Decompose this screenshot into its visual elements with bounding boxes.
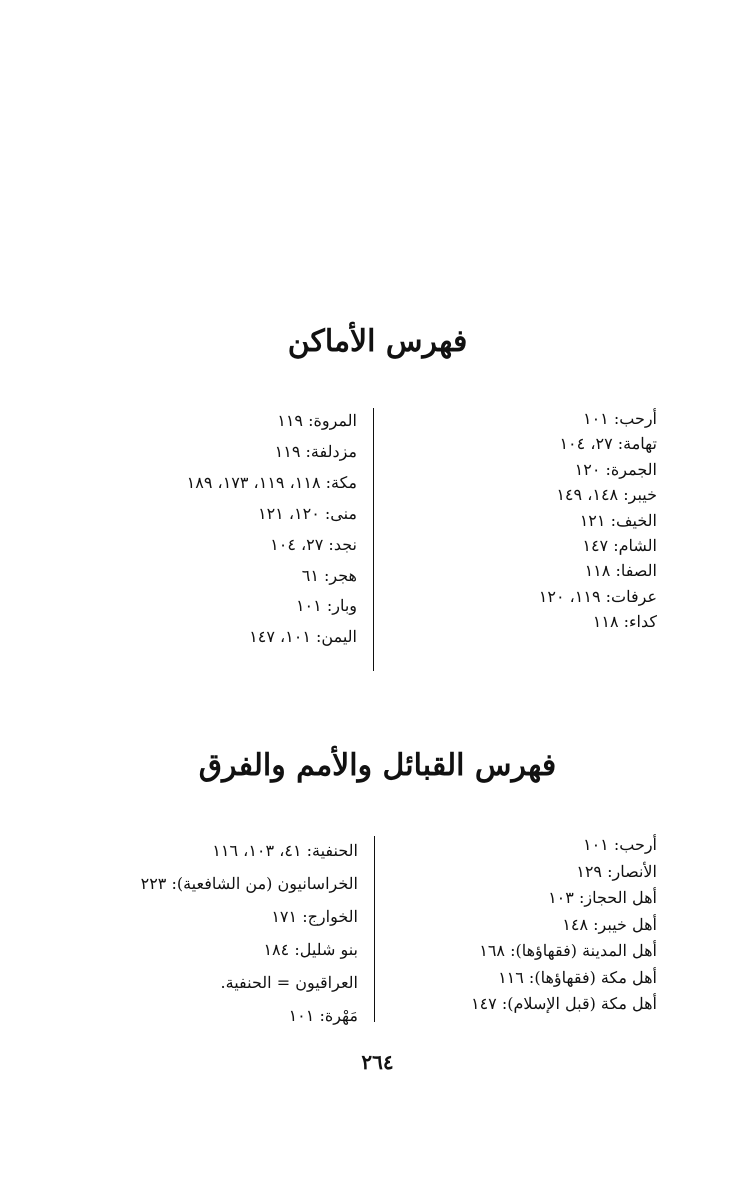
- index-entry: أرحب: ١٠١: [582, 835, 657, 854]
- index-entry: اليمن: ١٠١، ١٤٧: [249, 627, 357, 647]
- index-entry: أهل خيبر: ١٤٨: [562, 914, 657, 934]
- index-entry: منى: ١٢٠، ١٢١: [257, 503, 357, 523]
- index-entry: عرفات: ١١٩، ١٢٠: [538, 586, 657, 606]
- index-entry: تهامة: ٢٧، ١٠٤: [559, 434, 657, 454]
- index-entry: أهل مكة (قبل الإسلام): ١٤٧: [470, 994, 657, 1013]
- page-number: ٢٦٤: [361, 1050, 394, 1074]
- index-entry: كداء: ١١٨: [592, 612, 657, 632]
- tribes-index-title: فهرس القبائل والأمم والفرق: [198, 748, 557, 783]
- index-entry: الجمرة: ١٢٠: [574, 459, 657, 479]
- index-entry: نجد: ٢٧، ١٠٤: [270, 534, 357, 554]
- tribes-left-column: [141, 834, 358, 1032]
- index-entry: مزدلفة: ١١٩: [274, 441, 357, 461]
- index-entry: أرحب: ١٠١: [582, 409, 657, 428]
- index-entry: الشام: ١٤٧: [582, 536, 657, 556]
- index-entry: أهل الحجاز: ١٠٣: [548, 888, 657, 907]
- index-entry: أهل المدينة (فقهاؤها): ١٦٨: [479, 941, 657, 960]
- index-entry: الأنصار: ١٢٩: [576, 861, 657, 881]
- index-entry: العراقيون = الحنفية.: [220, 973, 358, 992]
- index-entry: الخيف: ١٢١: [579, 510, 657, 530]
- index-entry: هجر: ٦١: [301, 565, 357, 585]
- places-left-column: [187, 406, 357, 653]
- index-entry: الحنفية: ٤١، ١٠٣، ١١٦: [212, 841, 358, 860]
- index-entry: مَهْرة: ١٠١: [288, 1006, 358, 1025]
- places-index-title: فهرس الأماكن: [287, 324, 468, 359]
- places-right-column: [539, 406, 657, 635]
- index-entry: وبار: ١٠١: [295, 596, 357, 616]
- index-entry: أهل مكة (فقهاؤها): ١١٦: [498, 967, 657, 987]
- index-entry: خيبر: ١٤٨، ١٤٩: [556, 485, 657, 505]
- index-entry: الخوارج: ١٧١: [271, 907, 358, 926]
- tribes-right-column: [471, 832, 657, 1018]
- index-entry: بنو شليل: ١٨٤: [263, 940, 358, 959]
- index-entry: مكة: ١١٨، ١١٩، ١٧٣، ١٨٩: [186, 472, 357, 492]
- column-divider: [373, 408, 374, 671]
- index-entry: المروة: ١١٩: [277, 411, 357, 430]
- column-divider: [374, 836, 375, 1022]
- index-entry: الخراسانيون (من الشافعية): ٢٢٣: [140, 874, 358, 893]
- index-entry: الصفا: ١١٨: [584, 561, 657, 581]
